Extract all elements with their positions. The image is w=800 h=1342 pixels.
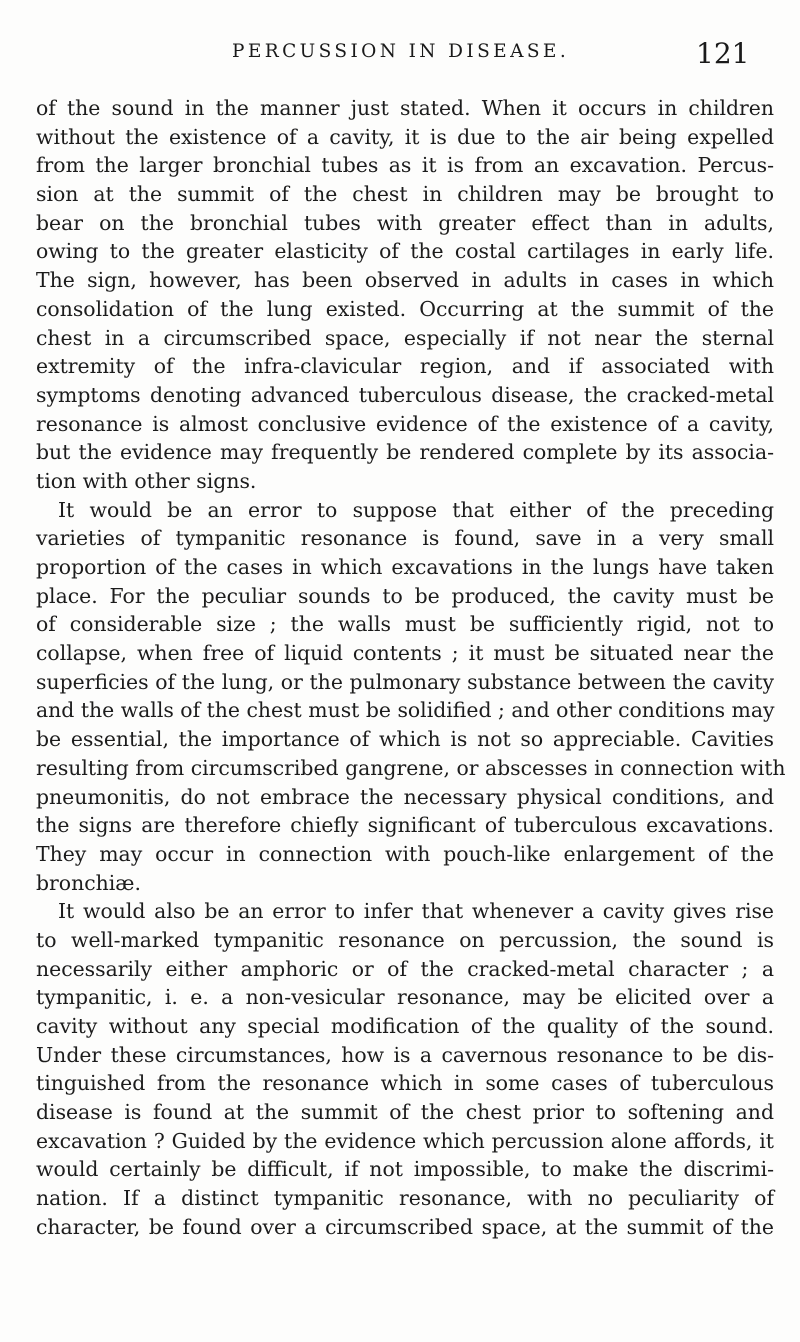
paragraph — [36, 897, 774, 1241]
text-line: symptoms denoting advanced tuberculous disease, the cracked-metal — [36, 382, 774, 407]
text-line: place. For the peculiar sounds to be produced, the cavity must be — [36, 583, 774, 608]
text-line: bronchiæ. — [36, 870, 141, 895]
text-line: collapse, when free of liquid contents ; it must be situated near the — [36, 641, 774, 666]
text-line: The sign, however, has been observed in adults in cases in which — [36, 268, 774, 293]
text-line: of considerable size ; the walls must be sufficiently rigid, not to — [36, 612, 774, 637]
text-line: superficies of the lung, or the pulmonary substance between the cavity — [36, 669, 774, 694]
text-line: sion at the summit of the chest in children may be brought to — [36, 182, 774, 207]
text-line: nation. If a distinct tympanitic resonance, with no peculiarity of — [36, 1186, 774, 1211]
text-line: pneumonitis, do not embrace the necessary physical conditions, and — [36, 784, 774, 809]
text-line: without the existence of a cavity, it is due to the air being expelled — [36, 124, 774, 149]
paragraph — [36, 94, 774, 496]
text-line: It would be an error to suppose that either of the preceding — [58, 497, 774, 522]
text-line: They may occur in connection with pouch-like enlargement of the — [36, 841, 774, 866]
page-number: 121 — [696, 37, 750, 70]
text-line: Under these circumstances, how is a cavernous resonance to be dis- — [36, 1042, 774, 1067]
text-line: owing to the greater elasticity of the costal cartilages in early life. — [36, 239, 774, 264]
text-line: resonance is almost conclusive evidence of the existence of a cavity, — [36, 411, 774, 436]
text-line: disease is found at the summit of the chest prior to softening and — [36, 1100, 774, 1125]
running-head — [0, 39, 800, 75]
text-line: resulting from circumscribed gangrene, or abscesses in connection with — [36, 755, 786, 780]
text-line: the signs are therefore chiefly significant of tuberculous excavations. — [36, 813, 774, 838]
text-line: bear on the bronchial tubes with greater effect than in adults, — [36, 210, 774, 235]
text-line: excavation ? Guided by the evidence which percussion alone affords, it — [36, 1128, 774, 1153]
text-line: be essential, the importance of which is not so appreciable. Cavities — [36, 727, 774, 752]
text-line: consolidation of the lung existed. Occurring at the summit of the — [36, 296, 774, 321]
body-text — [36, 94, 786, 1242]
text-line: extremity of the infra-clavicular region, and if associated with — [36, 354, 774, 379]
text-line: proportion of the cases in which excavations in the lungs have taken — [36, 555, 774, 579]
text-line: tympanitic, i. e. a non-vesicular resonance, may be elicited over a — [36, 985, 774, 1010]
text-line: would certainly be difficult, if not impossible, to make the discrimi- — [36, 1157, 774, 1182]
text-line: cavity without any special modification of the quality of the sound. — [36, 1014, 774, 1038]
text-line: tion with other signs. — [36, 468, 257, 493]
running-title: PERCUSSION IN DISEASE. — [232, 41, 570, 62]
text-line: to well-marked tympanitic resonance on percussion, the sound is — [36, 927, 774, 952]
text-line: and the walls of the chest must be solidified ; and other conditions may — [36, 698, 775, 723]
text-line: It would also be an error to infer that whenever a cavity gives rise — [58, 899, 774, 924]
text-line: tinguished from the resonance which in some cases of tuberculous — [36, 1071, 774, 1096]
paragraph — [36, 496, 786, 898]
text-line: but the evidence may frequently be rendered complete by its associa- — [36, 440, 774, 465]
text-line: necessarily either amphoric or of the cracked-metal character ; a — [36, 956, 774, 981]
text-line: character, be found over a circumscribed space, at the summit of the — [36, 1214, 774, 1239]
text-line: varieties of tympanitic resonance is found, save in a very small — [36, 526, 774, 551]
text-line: chest in a circumscribed space, especially if not near the sternal — [36, 325, 774, 350]
text-line: of the sound in the manner just stated. When it occurs in children — [36, 96, 774, 120]
text-line: from the larger bronchial tubes as it is from an excavation. Percus- — [36, 153, 774, 178]
